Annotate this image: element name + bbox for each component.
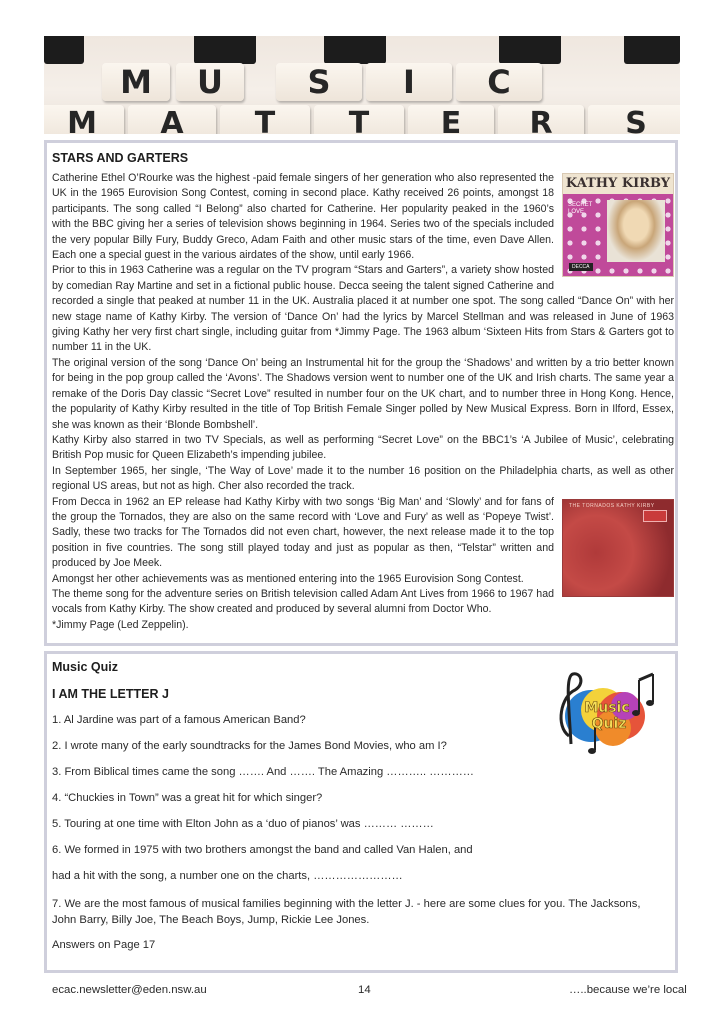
- quiz-title: Music Quiz: [52, 660, 118, 674]
- piano-black-key: [44, 36, 84, 64]
- piano-black-key: [324, 36, 386, 64]
- letter-tile: U: [176, 63, 244, 101]
- kathy-kirby-record-cover: [562, 173, 674, 277]
- letter-tile: A: [128, 105, 216, 134]
- piano-black-key: [194, 36, 256, 64]
- decca-label: DECCA: [569, 263, 593, 271]
- tornados-ep-cover: [562, 499, 674, 597]
- letter-tile: C: [456, 63, 542, 101]
- letter-tile: T: [220, 105, 310, 134]
- article-paragraph: Kathy Kirby also starred in two TV Specials, as well as performing “Secret Love” on the BBC1’s ‘A Jubilee of Music’, celebrating British Pop music for Queen Elizabeth’s impending jubilee.: [52, 433, 674, 462]
- letter-tile: I: [366, 63, 452, 101]
- singer-photo: [607, 200, 665, 262]
- article-paragraph: From Decca in 1962 an EP release had Kathy Kirby with two songs ‘Big Man’ and ‘Slowly’ and for fans of the group the Tornados, they are also on the same record with ‘Love and Fury’ as well as ‘Popeye Twist’. Sadly, these two tracks for The Tornados did not even chart, however, the next release made it to the top position in five countries. The song still played today and just as popular as then, “Telstar” written and produced by Joe Meek.: [52, 495, 554, 570]
- quiz-question-4: 4. “Chuckies in Town” was a great hit for which singer?: [52, 792, 323, 804]
- article-paragraph: Prior to this in 1963 Catherine was a regular on the TV program “Stars and Garters”, a variety show hosted by comedian Ray Martine and set in a fictional public house. Decca seeing the talent signed Catherine and recorded a single that peaked at number 11 in the UK. Australia placed it at number one spot. The song called “Dance On” with her new stage name of Kathy Kirby. The version of ‘Dance On’ had the lyrics by Marcel Stellman and was released in June of 1963 giving Kathy her very first chart single, including guitar from *Jimmy Page. The 1963 album ‘Sixteen Hits from Stars & Garters got to number 11 in the UK.: [52, 264, 674, 354]
- music-quiz-clipart: [551, 666, 661, 758]
- quiz-subtitle: I AM THE LETTER J: [52, 687, 169, 701]
- decca-logo-icon: [643, 510, 667, 522]
- letter-tile: R: [498, 105, 584, 134]
- letter-tile: S: [276, 63, 362, 101]
- article-paragraph: Catherine Ethel O’Rourke was the highest -paid female singers of her generation who also represented the UK in the 1965 Eurovision Song Contest, coming in second place. Kathy received 26 points, amongst 18 participants. The song called “I Belong” also charted for Catherine. Her popularity peaked in the 1960’s with the BBC giving her a series of television shows beginning in 1964. Series two of the specials included the very popular Billy Fury, Buddy Greco, Adam Faith and other music stars of the time, even Dave Allen. Each one a special guest in the various airdates of the show, until early 1966.: [52, 172, 554, 262]
- quiz-question-2: 2. I wrote many of the early soundtracks for the James Bond Movies, who am I?: [52, 740, 447, 752]
- quiz-question-5: 5. Touring at one time with Elton John as a ‘duo of pianos’ was ……… ………: [52, 818, 434, 830]
- piano-black-key: [499, 36, 561, 64]
- piano-black-key: [624, 36, 680, 64]
- article-paragraph: In September 1965, her single, ‘The Way of Love’ made it to the number 16 position on the Philadelphia charts, as well as other regional US areas, but not as high. Cher also recorded the track.: [52, 464, 674, 493]
- article-paragraph: Amongst her other achievements was as mentioned entering into the 1965 Eurovision Song Contest.: [52, 572, 524, 585]
- letter-tile: T: [314, 105, 404, 134]
- letter-tile: M: [102, 63, 170, 101]
- letter-tile: S: [588, 105, 680, 134]
- footer-tagline: …..because we’re local: [569, 984, 687, 996]
- answers-note: Answers on Page 17: [52, 939, 156, 951]
- quiz-question-1: 1. Al Jardine was part of a famous American Band?: [52, 714, 306, 726]
- cover-song-title: SECRET LOVE: [568, 202, 593, 215]
- quiz-question-7: 7. We are the most famous of musical families beginning with the letter J. - here are some clues for you. The Jacksons, John Barry, Billy Joe, The Beach Boys, Jump, Rickie Lee Jones.: [52, 898, 641, 926]
- clipart-text-music: Music: [584, 700, 630, 716]
- letter-tile: M: [44, 105, 124, 134]
- article-paragraph: *Jimmy Page (Led Zeppelin).: [52, 618, 189, 631]
- cover-title: KATHY KIRBY: [565, 176, 671, 191]
- article-stars-and-garters: [44, 140, 678, 646]
- quiz-question-3: 3. From Biblical times came the song ……. And ……. The Amazing ……….. …………: [52, 766, 474, 778]
- footer-email[interactable]: ecac.newsletter@eden.nsw.au: [52, 984, 207, 996]
- music-matters-banner: [44, 36, 680, 134]
- letter-tile: E: [408, 105, 494, 134]
- quiz-question-6: 6. We formed in 1975 with two brothers amongst the band and called Van Halen, and: [52, 844, 473, 856]
- music-quiz-section: [44, 651, 678, 973]
- clipart-text-quiz: Quiz: [591, 716, 627, 732]
- quiz-question-6-cont: had a hit with the song, a number one on the charts, ……………………: [52, 870, 403, 882]
- article-body: [52, 171, 674, 633]
- article-paragraph: The original version of the song ‘Dance On’ being an Instrumental hit for the group the ‘Shadows’ and written by a trio better known for being in the pop group called the ‘Avons’. The Shadows version went to number one of the UK and Irish charts. The same year a remake of the Doris Day classic “Secret Love” resulted in number four on the UK chart, and to number three in Hong Kong. Hence, the popularity of Kathy Kirby resulted in the title of Top British Female Singer polled by New Musical Express. Born in Ilford, Essex, she was known as their ‘Blonde Bombshell’.: [52, 356, 674, 431]
- article-heading: STARS AND GARTERS: [52, 151, 189, 165]
- article-paragraph: The theme song for the adventure series on British television called Adam Ant Lives from 1966 to 1967 had vocals from Kathy Kirby. The show created and produced by several alumni from Doctor Who.: [52, 587, 554, 616]
- footer-page-number: 14: [358, 984, 371, 996]
- ep-cover-header: THE TORNADOS KATHY KIRBY: [569, 502, 655, 509]
